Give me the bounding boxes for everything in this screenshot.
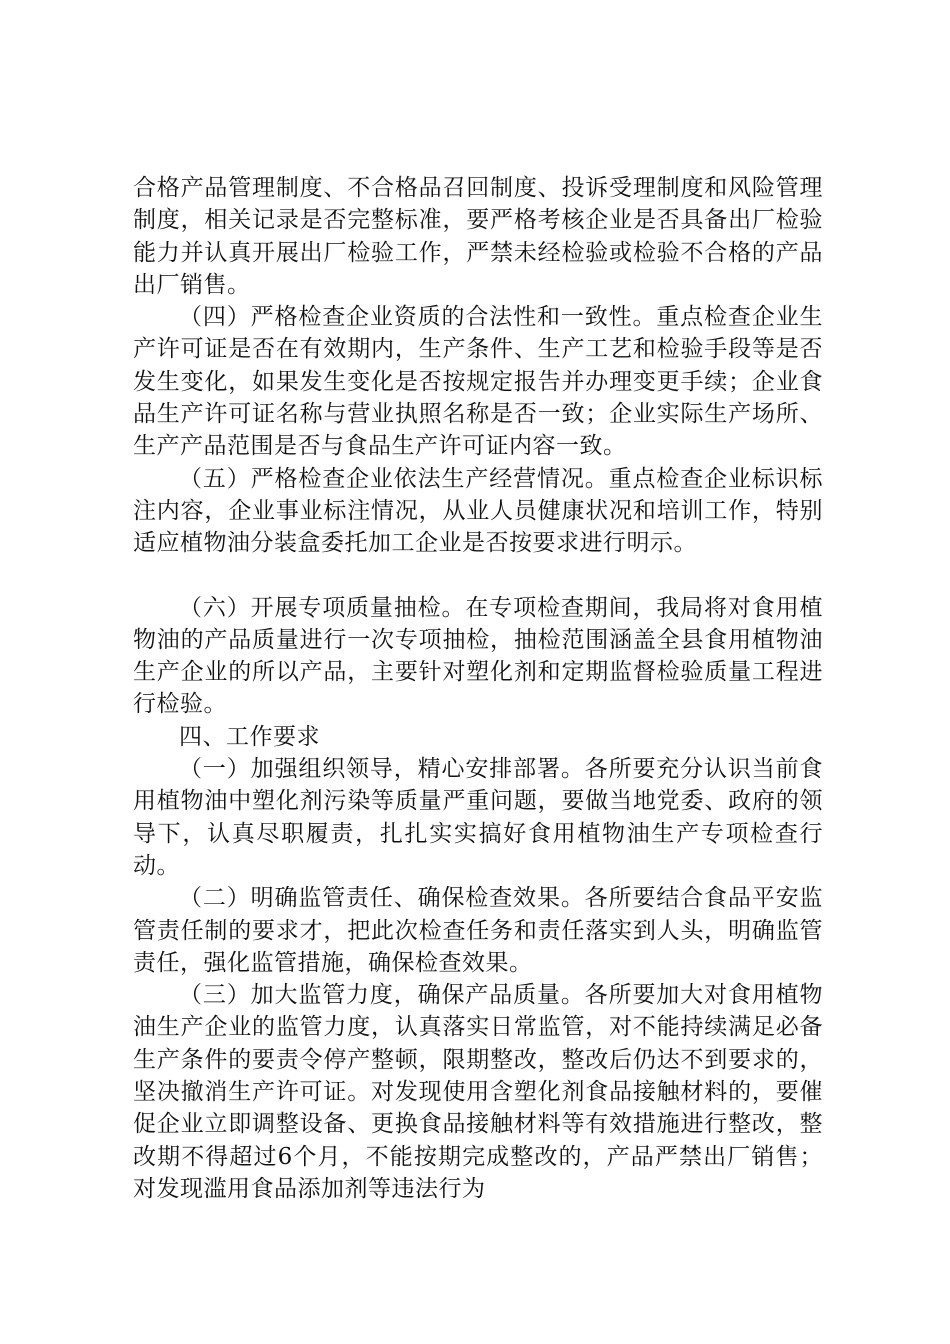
paragraph-section-5-operation: （五）严格检查企业依法生产经营情况。重点检查企业标识标注内容，企业事业标注情况，从业人员健康状况和培训工作，特别适应植物油分装盒委托加工企业是否按要求进行明示。	[133, 465, 823, 557]
paragraph-requirement-2-responsibility: （二）明确监管责任、确保检查效果。各所要结合食品平安监管责任制的要求才，把此次检查任务和责任落实到人头，明确监管责任，强化监管措施，确保检查效果。	[133, 885, 823, 976]
paragraph-continued-management-systems: 合格产品管理制度、不合格品召回制度、投诉受理制度和风险管理制度，相关记录是否完整标准，要严格考核企业是否具备出厂检验能力并认真开展出厂检验工作，严禁未经检验或检验不合格的产品出厂销售。	[133, 175, 823, 298]
paragraph-requirement-3-supervision: （三）加大监管力度，确保产品质量。各所要加大对食用植物油生产企业的监管力度，认真落实日常监管，对不能持续满足必备生产条件的要责令停产整顿，限期整改，整改后仍达不到要求的，坚决撤消生产许可证。对发现使用含塑化剂食品接触材料的，要催促企业立即调整设备、更换食品接触材料等有效措施进行整改，整改期不得超过6个月，不能按期完成整改的，产品严禁出厂销售；对发现滥用食品添加剂等违法行为	[133, 982, 823, 1202]
heading-work-requirements: 四、工作要求	[179, 723, 320, 750]
paragraph-section-4-qualification: （四）严格检查企业资质的合法性和一致性。重点检查企业生产许可证是否在有效期内，生产条件、生产工艺和检验手段等是否发生变化，如果发生变化是否按规定报告并办理变更手续；企业食品生产许可证名称与营业执照名称是否一致；企业实际生产场所、生产产品范围是否与食品生产许可证内容一致。	[133, 304, 823, 460]
document-body	[133, 172, 823, 1205]
paragraph-section-6-sampling: （六）开展专项质量抽检。在专项检查期间，我局将对食用植物油的产品质量进行一次专项抽检，抽检范围涵盖全县食用植物油生产企业的所以产品，主要针对塑化剂和定期监督检验质量工程进行检验。	[133, 594, 823, 718]
paragraph-requirement-1-leadership: （一）加强组织领导，精心安排部署。各所要充分认识当前食用植物油中塑化剂污染等质量严重问题，要做当地党委、政府的领导下，认真尽职履责，扎扎实实搞好食用植物油生产专项检查行动。	[133, 756, 823, 879]
